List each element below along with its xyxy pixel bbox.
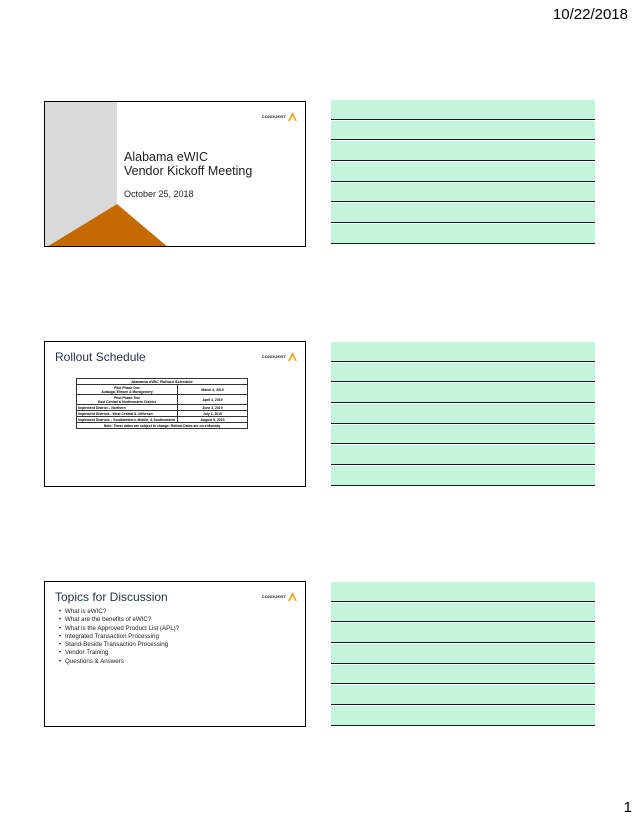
logo-text: CONDUENT — [261, 594, 286, 599]
title-line-1: Alabama eWIC — [124, 150, 209, 164]
conduent-logo — [262, 112, 297, 121]
note-line — [331, 183, 595, 203]
note-line — [331, 363, 595, 383]
slide-topics — [44, 581, 306, 727]
conduent-logo — [262, 592, 297, 601]
table-row — [77, 385, 248, 395]
logo-mark-icon — [288, 352, 297, 361]
row-label: Implement Districts – Southwestern, Mobile, & Southeastern — [77, 417, 178, 423]
row-date: April 1, 2019 — [178, 395, 248, 405]
note-line — [331, 644, 595, 664]
note-line — [331, 623, 595, 643]
list-item: • Integrated Transaction Processing — [59, 633, 179, 641]
note-line — [331, 665, 595, 685]
list-item: • What is the Approved Product List (APL)? — [59, 625, 179, 633]
notes-lines-2 — [331, 342, 595, 487]
row-label-2: Pilot Phase Two — [114, 395, 140, 400]
slide-title — [44, 101, 306, 247]
note-line — [331, 685, 595, 705]
note-line — [331, 121, 595, 141]
table-row — [77, 395, 248, 405]
slide-title-text — [124, 150, 252, 178]
note-line — [331, 603, 595, 623]
row-label-1: Pilot Phase One — [114, 385, 140, 390]
note-line — [331, 383, 595, 403]
slide-heading: Topics for Discussion — [55, 590, 168, 604]
row-date: August 5, 2019 — [178, 417, 248, 423]
conduent-logo — [262, 352, 297, 361]
note-line — [331, 162, 595, 182]
list-item: • What are the benefits of eWIC? — [59, 616, 179, 624]
note-line — [331, 342, 595, 362]
list-item: • Stand-Beside Transaction Processing — [59, 641, 179, 649]
title-line-2: Vendor Kickoff Meeting — [124, 164, 253, 178]
note-line — [331, 466, 595, 486]
slide-date: October 25, 2018 — [124, 189, 194, 199]
logo-text: CONDUENT — [261, 354, 286, 359]
note-line — [331, 445, 595, 465]
logo-text: CONDUENT — [261, 114, 286, 119]
logo-mark-icon — [288, 112, 297, 121]
row-label: Implement Districts - West Central & Jefferson — [77, 411, 178, 417]
note-line — [331, 100, 595, 120]
note-line — [331, 203, 595, 223]
table-note: Note: These dates are subject to change. Rollout Dates are on a Monday — [77, 423, 248, 429]
notes-lines-1 — [331, 100, 595, 245]
row-label: Implement District – Northern — [77, 405, 178, 411]
list-item: • Questions & Answers — [59, 658, 179, 666]
note-line — [331, 141, 595, 161]
rollout-table — [76, 378, 248, 429]
note-line — [331, 706, 595, 726]
page-number: 1 — [623, 799, 632, 816]
table-title: Alabama eWIC Rollout Schedule — [77, 379, 248, 385]
note-line — [331, 425, 595, 445]
list-item: • What is eWIC? — [59, 608, 179, 616]
row-label-2b: East Central & Northeastern District — [98, 399, 156, 404]
note-line — [331, 582, 595, 602]
page-date: 10/22/2018 — [552, 6, 628, 23]
row-date: June 3, 2019 — [178, 405, 248, 411]
logo-mark-icon — [288, 592, 297, 601]
topics-list — [59, 608, 179, 666]
row-date: July 1, 2019 — [178, 411, 248, 417]
slide-heading: Rollout Schedule — [55, 350, 146, 364]
row-label-1b: Autauga, Elmore & Montgomery — [101, 389, 153, 394]
list-item: • Vendor Training — [59, 649, 179, 657]
notes-lines-3 — [331, 582, 595, 727]
slide-rollout-schedule — [44, 341, 306, 487]
row-date: March 4, 2019 — [178, 385, 248, 395]
note-line — [331, 404, 595, 424]
note-line — [331, 224, 595, 244]
